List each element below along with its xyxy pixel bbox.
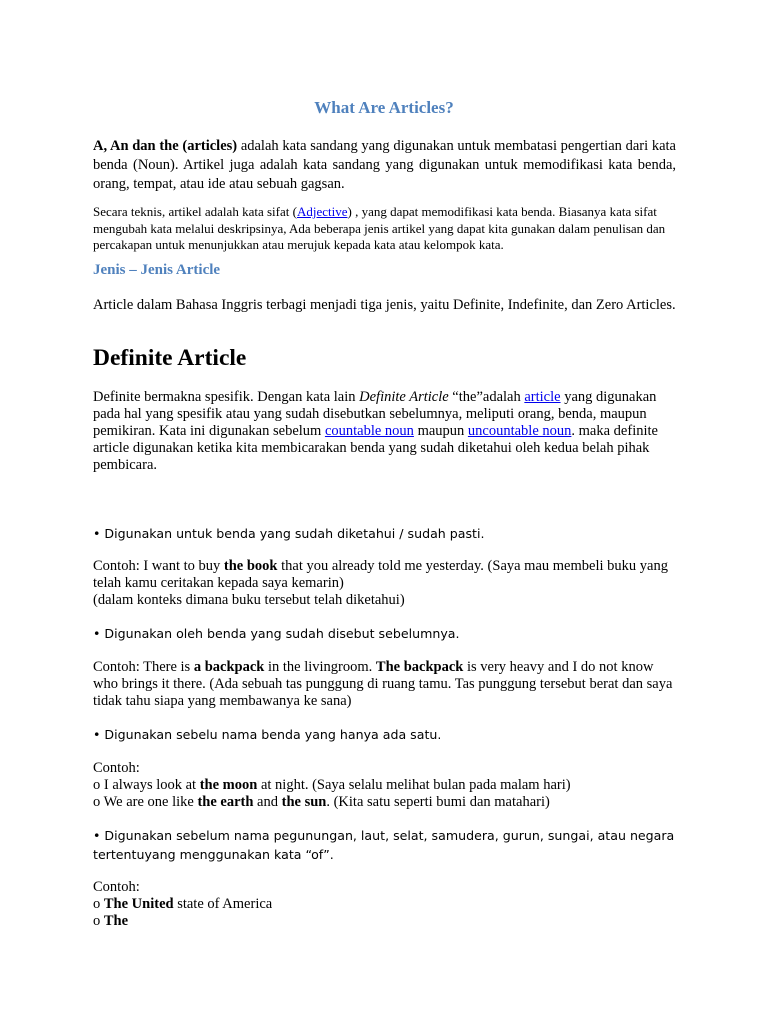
definite-paragraph xyxy=(93,389,676,474)
jenis-paragraph: Article dalam Bahasa Inggris terbagi menjadi tiga jenis, yaitu Definite, Indefinite, dan Zero Articles. xyxy=(93,297,676,313)
bullet-item: • Digunakan sebelu nama benda yang hanya ada satu. xyxy=(93,727,442,742)
countable-noun-link[interactable]: countable noun xyxy=(324,423,414,439)
ex1-text-c: that you already told me yesterday. (Saya mau membeli buku yang telah kamu ceritakan kepada saya kemarin) xyxy=(93,558,668,591)
ex2-bold-1: a backpack xyxy=(193,659,265,675)
ex3-line2-bold-1: the earth xyxy=(197,794,254,810)
definite-text-1: Definite bermakna spesifik. Dengan kata lain xyxy=(93,389,360,405)
ex3-line2-e: . (Kita satu seperti bumi dan matahari) xyxy=(326,794,550,810)
ex4-line2-a: o xyxy=(93,913,104,929)
intro-bold: A, An dan the (articles) xyxy=(93,138,238,154)
intro-paragraph xyxy=(93,137,676,194)
ex4-line1-c: state of America xyxy=(173,896,273,912)
ex2-text-e: is very heavy and I do not know who brings it there. (Ada sebuah tas punggung di ruang tamu. Tas punggung tersebut berat dan saya tidak tahu siapa yang membawanya ke sana) xyxy=(93,659,673,709)
tech-text-pre: Secara teknis, artikel adalah kata sifat ( xyxy=(93,204,297,219)
bullet-item: • Digunakan oleh benda yang sudah disebut sebelumnya. xyxy=(93,626,460,641)
definite-text-2: “the”adalah xyxy=(448,389,525,405)
ex1-text-a: Contoh: I want to buy xyxy=(93,558,224,574)
bullet-item: • Digunakan untuk benda yang sudah diketahui / sudah pasti. xyxy=(93,526,485,541)
article-link[interactable]: article xyxy=(524,389,561,405)
example-2 xyxy=(93,659,676,710)
example-1 xyxy=(93,558,676,609)
ex3-line2-a: o We are one like xyxy=(93,794,198,810)
example-4 xyxy=(93,879,676,930)
ex3-label: Contoh: xyxy=(93,760,140,776)
example-3 xyxy=(93,760,676,811)
ex4-line1-a: o xyxy=(93,896,104,912)
ex3-line1-bold: the moon xyxy=(199,777,258,793)
ex3-line1-c: at night. (Saya selalu melihat bulan pada malam hari) xyxy=(257,777,571,793)
definite-text-5: . maka definite article digunakan ketika kita membicarakan benda yang sudah diketahui oleh kedua belah pihak pembicara. xyxy=(93,423,658,473)
definite-italic: Definite Article xyxy=(359,389,449,405)
jenis-heading: Jenis – Jenis Article xyxy=(93,262,221,278)
ex4-label: Contoh: xyxy=(93,879,140,895)
ex2-text-a: Contoh: There is xyxy=(93,659,194,675)
ex3-line2-c: and xyxy=(253,794,282,810)
definite-heading: Definite Article xyxy=(93,345,247,371)
definite-text-3: yang digunakan pada hal yang spesifik atau yang sudah disebutkan sebelumnya, meliputi orang, benda, maupun pemikiran. Kata ini digunakan sebelum xyxy=(93,389,657,439)
ex1-bold: the book xyxy=(223,558,278,574)
ex4-line1-bold: The United xyxy=(103,896,174,912)
ex4-line2-bold: The xyxy=(103,913,129,929)
technical-paragraph xyxy=(93,204,676,254)
adjective-link[interactable]: Adjective xyxy=(296,204,348,219)
page-title: What Are Articles? xyxy=(314,98,454,117)
ex3-line2-bold-2: the sun xyxy=(281,794,327,810)
uncountable-noun-link[interactable]: uncountable noun xyxy=(467,423,572,439)
ex2-bold-2: The backpack xyxy=(375,659,464,675)
intro-text: adalah kata sandang yang digunakan untuk membatasi pengertian dari kata benda (Noun). Artikel juga adalah kata sandang yang digunakan untuk memodifikasi kata benda, orang, tempat, atau ide atau sebuah gagsan. xyxy=(93,138,676,192)
ex2-text-c: in the livingroom. xyxy=(264,659,376,675)
bullet-item: • Digunakan sebelum nama pegunungan, laut, selat, samudera, gurun, sungai, atau negara tertentuyang menggunakan kata “of”. xyxy=(93,828,675,862)
ex3-line1-a: o I always look at xyxy=(93,777,200,793)
ex1-note: (dalam konteks dimana buku tersebut telah diketahui) xyxy=(93,592,405,608)
definite-text-4: maupun xyxy=(413,423,468,439)
tech-text-post: ) , yang dapat memodifikasi kata benda. Biasanya kata sifat mengubah kata melalui deskripsinya, Ada beberapa jenis artikel yang dapat kita gunakan dalam penulisan dan percakapan untuk menunjukkan atau merujuk kepada kata atau kelompok kata. xyxy=(93,204,666,252)
